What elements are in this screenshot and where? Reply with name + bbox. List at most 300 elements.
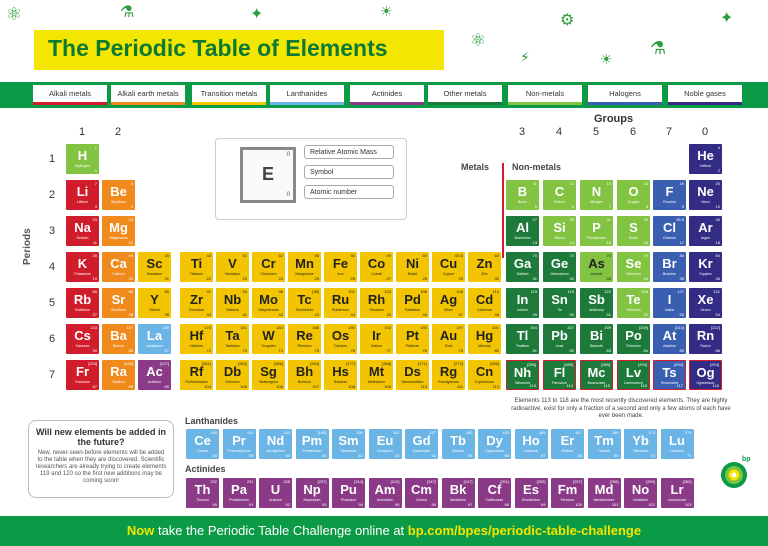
element-cu: [432, 252, 465, 282]
element-symbol: Pm: [301, 433, 323, 448]
element-symbol: Ti: [190, 256, 203, 271]
element-mass: 56: [350, 253, 355, 258]
element-symbol: Tb: [450, 433, 466, 448]
element-mass: [243]: [390, 479, 400, 484]
element-symbol: Es: [523, 482, 539, 497]
element-symbol: Br: [662, 256, 677, 271]
element-o: [617, 180, 650, 210]
element-number: 50: [569, 312, 574, 317]
element-number: 93: [322, 502, 327, 507]
element-mass: 4: [717, 145, 720, 150]
element-zr: [180, 288, 213, 318]
element-mass: [223]: [88, 361, 97, 366]
element-zn: [468, 252, 501, 282]
element-symbol: Pu: [340, 482, 357, 497]
legend-halogens: Halogens: [588, 85, 662, 105]
legend-actinides: Actinides: [350, 85, 424, 105]
element-mass: 181: [240, 325, 247, 330]
element-mass: 65: [494, 253, 499, 258]
element-number: 94: [358, 502, 363, 507]
element-name: Platinum: [405, 344, 420, 348]
element-name: Strontium: [111, 308, 126, 312]
element-mass: 186: [312, 325, 319, 330]
element-mass: 12: [569, 181, 574, 186]
element-number: 112: [492, 384, 499, 389]
element-symbol: Ta: [225, 328, 240, 343]
element-number: 54: [715, 312, 720, 317]
element-mass: 192: [384, 325, 391, 330]
title-box: [34, 30, 444, 70]
element-mass: [289]: [601, 362, 610, 367]
element-number: 109: [384, 384, 391, 389]
element-gd: [405, 429, 438, 459]
element-symbol: Rn: [696, 328, 715, 343]
element-ce: [186, 429, 219, 459]
element-name: Flerovium: [551, 381, 568, 385]
element-hs: [324, 360, 357, 390]
element-mass: 207: [567, 325, 574, 330]
element-ga: [506, 252, 539, 282]
element-mass: 152: [392, 430, 400, 435]
element-lv: [617, 360, 650, 390]
element-number: 25: [314, 276, 319, 281]
element-he: [689, 144, 722, 174]
element-symbol: Zn: [476, 256, 493, 271]
element-mt: [360, 360, 393, 390]
element-name: Rhenium: [297, 344, 312, 348]
element-mass: 85: [92, 289, 97, 294]
element-rn: [689, 324, 722, 354]
element-mass: 197: [456, 325, 463, 330]
element-name: Antimony: [589, 308, 604, 312]
element-mass: 31: [606, 217, 611, 222]
element-name: Uranium: [268, 498, 283, 502]
element-name: Moscovium: [587, 381, 606, 385]
element-mass: 28: [569, 217, 574, 222]
gear-doodle-icon: ⚙: [560, 10, 575, 29]
element-symbol: I: [667, 292, 672, 307]
element-in: [506, 288, 539, 318]
element-number: 88: [128, 384, 133, 389]
element-symbol: K: [77, 256, 88, 271]
legend-alkali-earth-metals: Alkali earth metals: [111, 85, 185, 105]
lightning-doodle-icon: ⚡: [520, 50, 530, 66]
element-mass: 115: [530, 289, 537, 294]
element-name: Thorium: [196, 498, 209, 502]
element-symbol: Gd: [412, 433, 431, 448]
element-name: Bismuth: [590, 344, 603, 348]
element-symbol: Pt: [406, 328, 419, 343]
element-fl: [543, 360, 576, 390]
element-mass: [264]: [310, 361, 319, 366]
element-name: Rutherfordium: [185, 380, 208, 384]
challenge-link[interactable]: bp.com/bpes/periodic-table-challenge: [407, 523, 642, 538]
key-relative-atomic-mass: Relative Atomic Mass: [304, 145, 394, 159]
element-number: 101: [611, 502, 619, 507]
element-symbol: Cf: [487, 482, 502, 497]
element-symbol: Mo: [259, 292, 278, 307]
element-name: Bohrium: [297, 380, 312, 384]
element-name: Darmstadtium: [401, 380, 424, 384]
element-symbol: La: [146, 328, 163, 343]
star-doodle-icon: ✦: [720, 8, 734, 27]
element-db: [216, 360, 249, 390]
element-pr: [223, 429, 256, 459]
element-number: 96: [431, 502, 436, 507]
element-name: Tantalum: [225, 344, 240, 348]
element-cr: [252, 252, 285, 282]
element-name: Terbium: [451, 449, 465, 453]
legend-alkali-metals: Alkali metals: [33, 85, 107, 105]
element-name: Argon: [700, 236, 711, 240]
element-number: 76: [350, 348, 355, 353]
element-nd: [259, 429, 292, 459]
element-mass: 96: [278, 289, 283, 294]
element-mass: [277]: [346, 361, 355, 366]
element-number: 26: [350, 276, 355, 281]
element-symbol: Md: [594, 482, 614, 497]
element-mass: [227]: [160, 361, 169, 366]
element-ac: [138, 360, 171, 390]
element-symbol: Na: [74, 220, 91, 235]
element-mass: 190: [348, 325, 355, 330]
element-symbol: Os: [331, 328, 350, 343]
group-number: 6: [630, 126, 637, 138]
element-la: [138, 324, 171, 354]
element-as: [580, 252, 613, 282]
element-number: 74: [278, 348, 283, 353]
element-symbol: Rf: [189, 364, 204, 379]
new-elements-note: Elements 113 to 118 are the most recently discovered elements. They are highly radioactive, exist for only a fraction of a second and only a few atoms of each have ever been made.: [511, 398, 731, 419]
element-u: [259, 478, 292, 508]
element-number: 30: [494, 276, 499, 281]
element-symbol: W: [262, 328, 275, 343]
element-si: [543, 216, 576, 246]
element-symbol: Pr: [232, 433, 246, 448]
element-symbol: Rb: [73, 292, 92, 307]
element-mo: [252, 288, 285, 318]
element-mass: [259]: [646, 479, 655, 484]
element-mass: 201: [492, 325, 499, 330]
element-at: [653, 324, 686, 354]
element-mass: 91: [206, 289, 211, 294]
element-symbol: Ni: [406, 256, 419, 271]
doodle-banner: [0, 0, 768, 82]
element-sm: [332, 429, 365, 459]
element-w: [252, 324, 285, 354]
element-rb: [66, 288, 99, 318]
element-ds: [396, 360, 429, 390]
element-number: 107: [312, 384, 319, 389]
element-name: Xenon: [700, 308, 711, 312]
element-c: [543, 180, 576, 210]
element-number: 62: [358, 453, 363, 458]
element-symbol: Be: [110, 184, 127, 199]
element-symbol: V: [228, 256, 237, 271]
element-ne: [689, 180, 722, 210]
element-y: [138, 288, 171, 318]
element-mass: 89: [164, 289, 169, 294]
element-symbol: Cd: [475, 292, 494, 307]
group-number: 5: [593, 126, 600, 138]
element-name: Lanthanum: [145, 344, 164, 348]
element-name: Cobalt: [371, 272, 382, 276]
element-number: 37: [92, 312, 97, 317]
element-number: 27: [386, 276, 391, 281]
element-name: Technetium: [295, 308, 314, 312]
element-number: 100: [575, 502, 582, 507]
element-mass: [145]: [317, 430, 327, 435]
element-ba: [102, 324, 135, 354]
element-number: 9: [681, 204, 684, 209]
element-mass: 106: [420, 289, 427, 294]
element-symbol: Tc: [297, 292, 312, 307]
element-name: Barium: [112, 344, 125, 348]
element-number: 35: [679, 276, 684, 281]
nonmetals-label: Non-metals: [512, 162, 562, 172]
element-mass: [237]: [317, 479, 327, 484]
period-number: 1: [48, 153, 56, 165]
element-symbol: Er: [560, 433, 575, 448]
groups-label: Groups: [594, 113, 634, 125]
element-ag: [432, 288, 465, 318]
element-symbol: C: [554, 184, 565, 199]
element-symbol: Cm: [411, 482, 432, 497]
element-symbol: Xe: [697, 292, 714, 307]
element-name: Thallium: [515, 344, 530, 348]
element-symbol: Cu: [439, 256, 458, 271]
atom-doodle-icon: ⚛: [470, 30, 487, 51]
element-symbol: Hg: [475, 328, 494, 343]
element-symbol: Re: [296, 328, 313, 343]
element-number: 32: [569, 276, 574, 281]
element-symbol: N: [591, 184, 602, 199]
key-symbol-label: Symbol: [304, 165, 394, 179]
element-name: Niobium: [226, 308, 239, 312]
cta-body: take the Periodic Table Challenge online at: [154, 523, 408, 538]
element-mn: [288, 252, 321, 282]
element-number: 77: [386, 348, 391, 353]
element-name: Dubnium: [225, 380, 240, 384]
element-symbol: Dy: [486, 433, 503, 448]
element-symbol: Ts: [662, 365, 677, 380]
element-name: Lutetium: [670, 449, 684, 453]
element-sb: [580, 288, 613, 318]
element-tb: [442, 429, 475, 459]
element-name: Silicon: [554, 236, 565, 240]
element-co: [360, 252, 393, 282]
element-name: Titanium: [189, 272, 204, 276]
element-mass: 231: [246, 479, 254, 484]
element-number: 51: [606, 312, 611, 317]
element-name: Ruthenium: [332, 308, 349, 312]
element-name: Curium: [415, 498, 428, 502]
element-name: Tin: [557, 308, 562, 312]
element-og: [689, 360, 722, 390]
element-symbol: O: [628, 184, 639, 199]
element-number: 68: [577, 453, 582, 458]
element-symbol: Pd: [404, 292, 421, 307]
element-symbol: Pa: [231, 482, 247, 497]
element-number: 31: [532, 276, 537, 281]
element-number: 114: [566, 383, 573, 388]
element-po: [617, 324, 650, 354]
group-number: 4: [556, 126, 563, 138]
element-mass: [257]: [573, 479, 582, 484]
element-se: [617, 252, 650, 282]
element-number: 47: [458, 312, 463, 317]
element-kr: [689, 252, 722, 282]
future-heading: Will new elements be added in the future?: [36, 427, 166, 447]
element-mass: 52: [278, 253, 283, 258]
element-name: Nickel: [407, 272, 418, 276]
key-number-zero: 0: [286, 192, 290, 198]
element-name: Ytterbium: [633, 449, 648, 453]
element-symbol: Ru: [331, 292, 350, 307]
element-symbol: Se: [625, 256, 642, 271]
element-symbol: Fm: [557, 482, 578, 497]
element-symbol: Rh: [367, 292, 386, 307]
element-name: Germanium: [550, 272, 569, 276]
element-h: [66, 144, 99, 174]
element-symbol: Au: [439, 328, 458, 343]
element-number: 3: [94, 204, 97, 209]
element-mass: 167: [575, 430, 582, 435]
element-pm: [296, 429, 329, 459]
element-name: Indium: [517, 308, 528, 312]
element-symbol: Mc: [587, 365, 606, 380]
element-mass: 159: [465, 430, 473, 435]
future-elements-box: [28, 420, 174, 498]
element-pt: [396, 324, 429, 354]
element-mass: 139: [162, 325, 169, 330]
element-er: [551, 429, 584, 459]
element-symbol: Tm: [594, 433, 614, 448]
element-name: Beryllium: [111, 200, 126, 204]
bp-logo-text: bp: [742, 456, 751, 463]
element-number: 86: [715, 348, 720, 353]
element-number: 34: [643, 276, 648, 281]
element-bi: [580, 324, 613, 354]
element-number: 85: [679, 348, 684, 353]
element-number: 90: [212, 502, 217, 507]
element-cs: [66, 324, 99, 354]
sun-doodle-icon: ☀: [380, 4, 393, 20]
element-lu: [661, 429, 694, 459]
element-symbol: Db: [223, 364, 242, 379]
element-name: Berkelium: [450, 498, 466, 502]
element-mass: 173: [648, 430, 655, 435]
bottom-banner: [0, 516, 768, 546]
element-mass: 127: [677, 289, 684, 294]
element-mass: 79: [643, 253, 648, 258]
element-name: Hafnium: [189, 344, 204, 348]
element-mass: 128: [641, 289, 648, 294]
element-mass: [261]: [202, 361, 211, 366]
element-symbol: Eu: [376, 433, 394, 448]
element-ta: [216, 324, 249, 354]
element-te: [617, 288, 650, 318]
element-mass: 232: [210, 479, 217, 484]
element-symbol: Y: [150, 292, 159, 307]
element-symbol: Te: [626, 292, 641, 307]
element-symbol: Sg: [260, 364, 277, 379]
element-name: Americium: [376, 498, 394, 502]
element-mass: 108: [456, 289, 463, 294]
element-name: Iodine: [664, 308, 675, 312]
element-pd: [396, 288, 429, 318]
element-i: [653, 288, 686, 318]
element-symbol: Cs: [74, 328, 91, 343]
element-mass: 55: [314, 253, 319, 258]
element-name: Magnesium: [109, 236, 128, 240]
element-name: Erbium: [561, 449, 574, 453]
element-symbol: Ca: [110, 256, 127, 271]
element-number: 69: [614, 453, 619, 458]
element-number: 23: [242, 276, 247, 281]
star-doodle-icon: ✦: [250, 4, 264, 23]
element-number: 110: [420, 384, 427, 389]
element-name: Lawrencium: [667, 498, 687, 502]
element-mass: [210]: [675, 325, 684, 330]
element-symbol: Fr: [76, 364, 89, 379]
element-number: 102: [648, 502, 655, 507]
element-ca: [102, 252, 135, 282]
element-symbol: Ds: [404, 364, 421, 379]
element-symbol: Mg: [109, 220, 128, 235]
element-mass: 93: [242, 289, 247, 294]
element-name: Tennessine: [660, 381, 679, 385]
element-name: Radium: [112, 380, 125, 384]
element-symbol: Kr: [698, 256, 713, 271]
element-hf: [180, 324, 213, 354]
element-mass: 144: [283, 430, 290, 435]
element-symbol: Lu: [669, 433, 685, 448]
element-number: 17: [679, 240, 684, 245]
element-fr: [66, 360, 99, 390]
element-name: Einsteinium: [521, 498, 541, 502]
element-number: 116: [640, 383, 647, 388]
element-number: 104: [204, 384, 211, 389]
element-ni: [396, 252, 429, 282]
group-number: 3: [519, 126, 526, 138]
element-symbol: B: [517, 184, 528, 199]
element-symbol: Fe: [332, 256, 349, 271]
element-ho: [515, 429, 548, 459]
element-xe: [689, 288, 722, 318]
element-mass: 40: [128, 253, 133, 258]
element-symbol: Nd: [266, 433, 285, 448]
flask-doodle-icon: ⚗: [120, 2, 135, 21]
element-mass: 184: [276, 325, 283, 330]
element-number: 67: [541, 453, 546, 458]
element-name: Fluorine: [663, 200, 676, 204]
element-es: [515, 478, 548, 508]
legend-non-metals: Non-metals: [508, 85, 582, 105]
element-re: [288, 324, 321, 354]
element-mass: [258]: [609, 479, 619, 484]
element-mass: 19: [679, 181, 684, 186]
element-ra: [102, 360, 135, 390]
element-name: Iridium: [371, 344, 382, 348]
element-mass: 165: [538, 430, 546, 435]
legend-lanthanides: Lanthanides: [270, 85, 344, 105]
element-lr: [661, 478, 694, 508]
group-number: 2: [115, 126, 122, 138]
lanthanides-label: Lanthanides: [185, 416, 239, 426]
element-name: Phosphorus: [587, 236, 606, 240]
element-mass: 16: [643, 181, 648, 186]
